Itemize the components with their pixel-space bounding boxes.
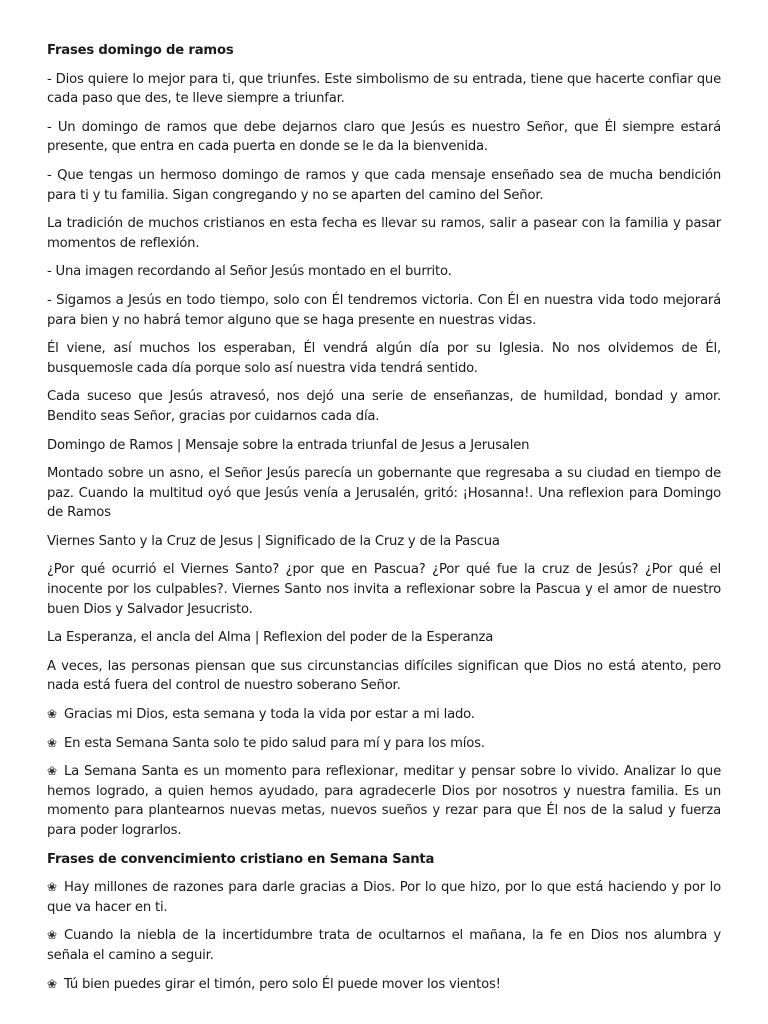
article-title: Domingo de Ramos | Mensaje sobre la entrada triunfal de Jesus a Jerusalen [47, 437, 530, 453]
flower-bullet-item [47, 878, 721, 917]
paragraph: La tradición de muchos cristianos en esta fecha es llevar su ramos, salir a pasear con la familia y pasar momentos de reflexión. [47, 216, 721, 251]
bullet-text: Gracias mi Dios, esta semana y toda la vida por estar a mi lado. [64, 707, 475, 723]
paragraph: - Sigamos a Jesús en todo tiempo, solo con Él tendremos victoria. Con Él en nuestra vida todo mejorará para bien y no habrá temor alguno que se haga presente en nuestras vidas. [47, 292, 721, 328]
paragraph: - Dios quiere lo mejor para ti, que triunfes. Este simbolismo de su entrada, tiene que hacerte confiar que cada paso que des, te lleve siempre a triunfar. [47, 71, 721, 107]
article-title: Viernes Santo y la Cruz de Jesus | Significado de la Cruz y de la Pascua [47, 533, 500, 549]
flower-icon: ❀ [47, 764, 57, 779]
section-heading: Frases domingo de ramos [47, 43, 234, 58]
bullet-text: Cuando la niebla de la incertidumbre trata de ocultarnos el mañana, la fe en Dios nos alumbra y señala el camino a seguir. [47, 928, 721, 963]
bullet-text: Tú bien puedes girar el timón, pero solo Él puede mover los vientos! [64, 976, 501, 992]
flower-bullet-item [47, 762, 721, 840]
flower-bullet-item [47, 926, 721, 965]
flower-icon: ❀ [47, 707, 57, 722]
paragraph: ¿Por qué ocurrió el Viernes Santo? ¿por que en Pascua? ¿Por qué fue la cruz de Jesús? ¿Por qué el inocente por los culpables?. Viernes Santo nos invita a reflexionar sobre la Pascua y el amor de nuestro buen Dios y Salvador Jesucristo. [47, 562, 721, 617]
bullet-text: La Semana Santa es un momento para reflexionar, meditar y pensar sobre lo vivido. Analizar lo que hemos logrado, a quien hemos ayudado, para agradecerle Dios por nosotros y nuestra familia. Es un momento para plantearnos nuevas metas, nuevos sueños y rezar para que Él nos de la salud y fuerza para poder lograrlos. [47, 764, 721, 838]
flower-icon: ❀ [47, 880, 57, 895]
paragraph: Él viene, así muchos los esperaban, Él vendrá algún día por su Iglesia. No nos olvidemos de Él, busquemosle cada día porque solo así nuestra vida tendrá sentido. [47, 341, 721, 376]
flower-icon: ❀ [47, 735, 57, 750]
paragraph: Montado sobre un asno, el Señor Jesús parecía un gobernante que regresaba a su ciudad en tiempo de paz. Cuando la multitud oyó que Jesús venía a Jerusalén, gritó: ¡Hosanna!. Una reflexion para Domingo de Ramos [47, 466, 721, 521]
bullet-text: Hay millones de razones para darle gracias a Dios. Por lo que hizo, por lo que está haciendo y por lo que va hacer en ti. [47, 880, 721, 915]
flower-icon: ❀ [47, 928, 57, 943]
paragraph: - Que tengas un hermoso domingo de ramos y que cada mensaje enseñado sea de mucha bendición para ti y tu familia. Sigan congregando y no se aparten del camino del Señor. [47, 167, 721, 203]
bullet-text: En esta Semana Santa solo te pido salud para mí y para los míos. [64, 735, 485, 751]
flower-bullet-item [47, 975, 721, 995]
paragraph: A veces, las personas piensan que sus circunstancias difíciles significan que Dios no está atento, pero nada está fuera del control de nuestro soberano Señor. [47, 658, 721, 694]
section-heading: Frases de convencimiento cristiano en Semana Santa [47, 851, 435, 867]
paragraph: - Una imagen recordando al Señor Jesús montado en el burrito. [47, 264, 452, 280]
paragraph: - Un domingo de ramos que debe dejarnos claro que Jesús es nuestro Señor, que Él siempre estará presente, que entra en cada puerta en donde se le da la bienvenida. [47, 119, 721, 155]
document-page [47, 41, 721, 1003]
flower-icon: ❀ [47, 976, 57, 991]
flower-bullet-item [47, 734, 721, 754]
article-title: La Esperanza, el ancla del Alma | Reflexion del poder de la Esperanza [47, 630, 494, 646]
paragraph: Cada suceso que Jesús atravesó, nos dejó una serie de enseñanzas, de humildad, bondad y amor. Bendito seas Señor, gracias por cuidarnos cada día. [47, 389, 721, 424]
flower-bullet-item [47, 705, 721, 725]
